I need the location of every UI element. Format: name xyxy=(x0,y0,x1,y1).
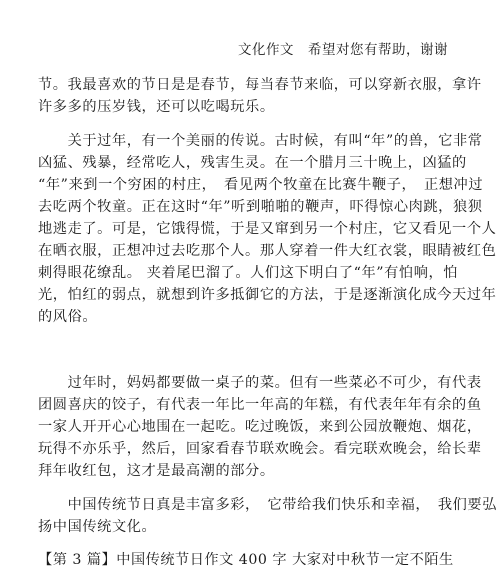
paragraph-2 xyxy=(38,130,497,328)
text-line: 的风俗。 xyxy=(38,309,98,325)
paragraph-1 xyxy=(38,74,482,118)
text-line: 一家人开开心心地围在一起吃。吃过晚饭，来到公园放鞭炮、烟花， xyxy=(38,419,482,435)
text-line: 节。我最喜欢的节日是是春节，每当春节来临，可以穿新衣服，拿许 xyxy=(38,77,482,93)
text-line: 中国传统节日真是丰富多彩， 它带给我们快乐和幸福， 我们要弘 xyxy=(38,497,498,513)
text-line: “年”来到一个穷困的村庄， 看见两个牧童在比赛牛鞭子， 正想冲过 xyxy=(38,177,484,193)
text-line: 地逃走了。可是，它饿得慌，于是又窜到另一个村庄，它又看见一个人 xyxy=(38,221,497,237)
text-line: 团圆喜庆的饺子，有代表一年比一年高的年糕，有代表年年有余的鱼 xyxy=(38,397,482,413)
text-line: 在晒衣服，正想冲过去吃那个人。那人穿着一件大红衣裳，眼睛被红色 xyxy=(38,243,497,259)
page-header: 文化作文 希望对您有帮助，谢谢 xyxy=(238,42,448,58)
text-line: 刺得眼花缭乱。 夹着尾巴溜了。人们这下明白了“年”有怕响，怕 xyxy=(38,265,459,281)
text-line: 光，怕红的弱点，就想到许多抵御它的方法，于是逐渐演化成今天过年 xyxy=(38,287,497,303)
text-line: 玩得不亦乐乎，然后，回家看春节联欢晚会。看完联欢晚会，给长辈 xyxy=(38,441,482,457)
next-article-heading: 【第 3 篇】中国传统节日作文 400 字 大家对中秋节一定不陌生 xyxy=(38,552,454,568)
text-line: 扬中国传统文化。 xyxy=(38,519,157,535)
paragraph-3 xyxy=(38,372,482,482)
text-line: 过年时，妈妈都要做一桌子的菜。但有一些菜必不可少，有代表 xyxy=(38,375,482,391)
text-line: 凶猛、残暴，经常吃人，残害生灵。在一个腊月三十晚上，凶猛的 xyxy=(38,155,467,171)
text-line: 拜年收红包，这才是最高潮的部分。 xyxy=(38,463,275,479)
text-line: 去吃两个牧童。正在这时“年”听到啪啪的鞭声，吓得惊心肉跳，狼狈 xyxy=(38,199,483,215)
text-line: 关于过年，有一个美丽的传说。古时候，有叫“年”的兽，它非常 xyxy=(38,133,483,149)
text-line: 许多多的压岁钱，还可以吃喝玩乐。 xyxy=(38,99,275,115)
paragraph-4 xyxy=(38,494,498,538)
